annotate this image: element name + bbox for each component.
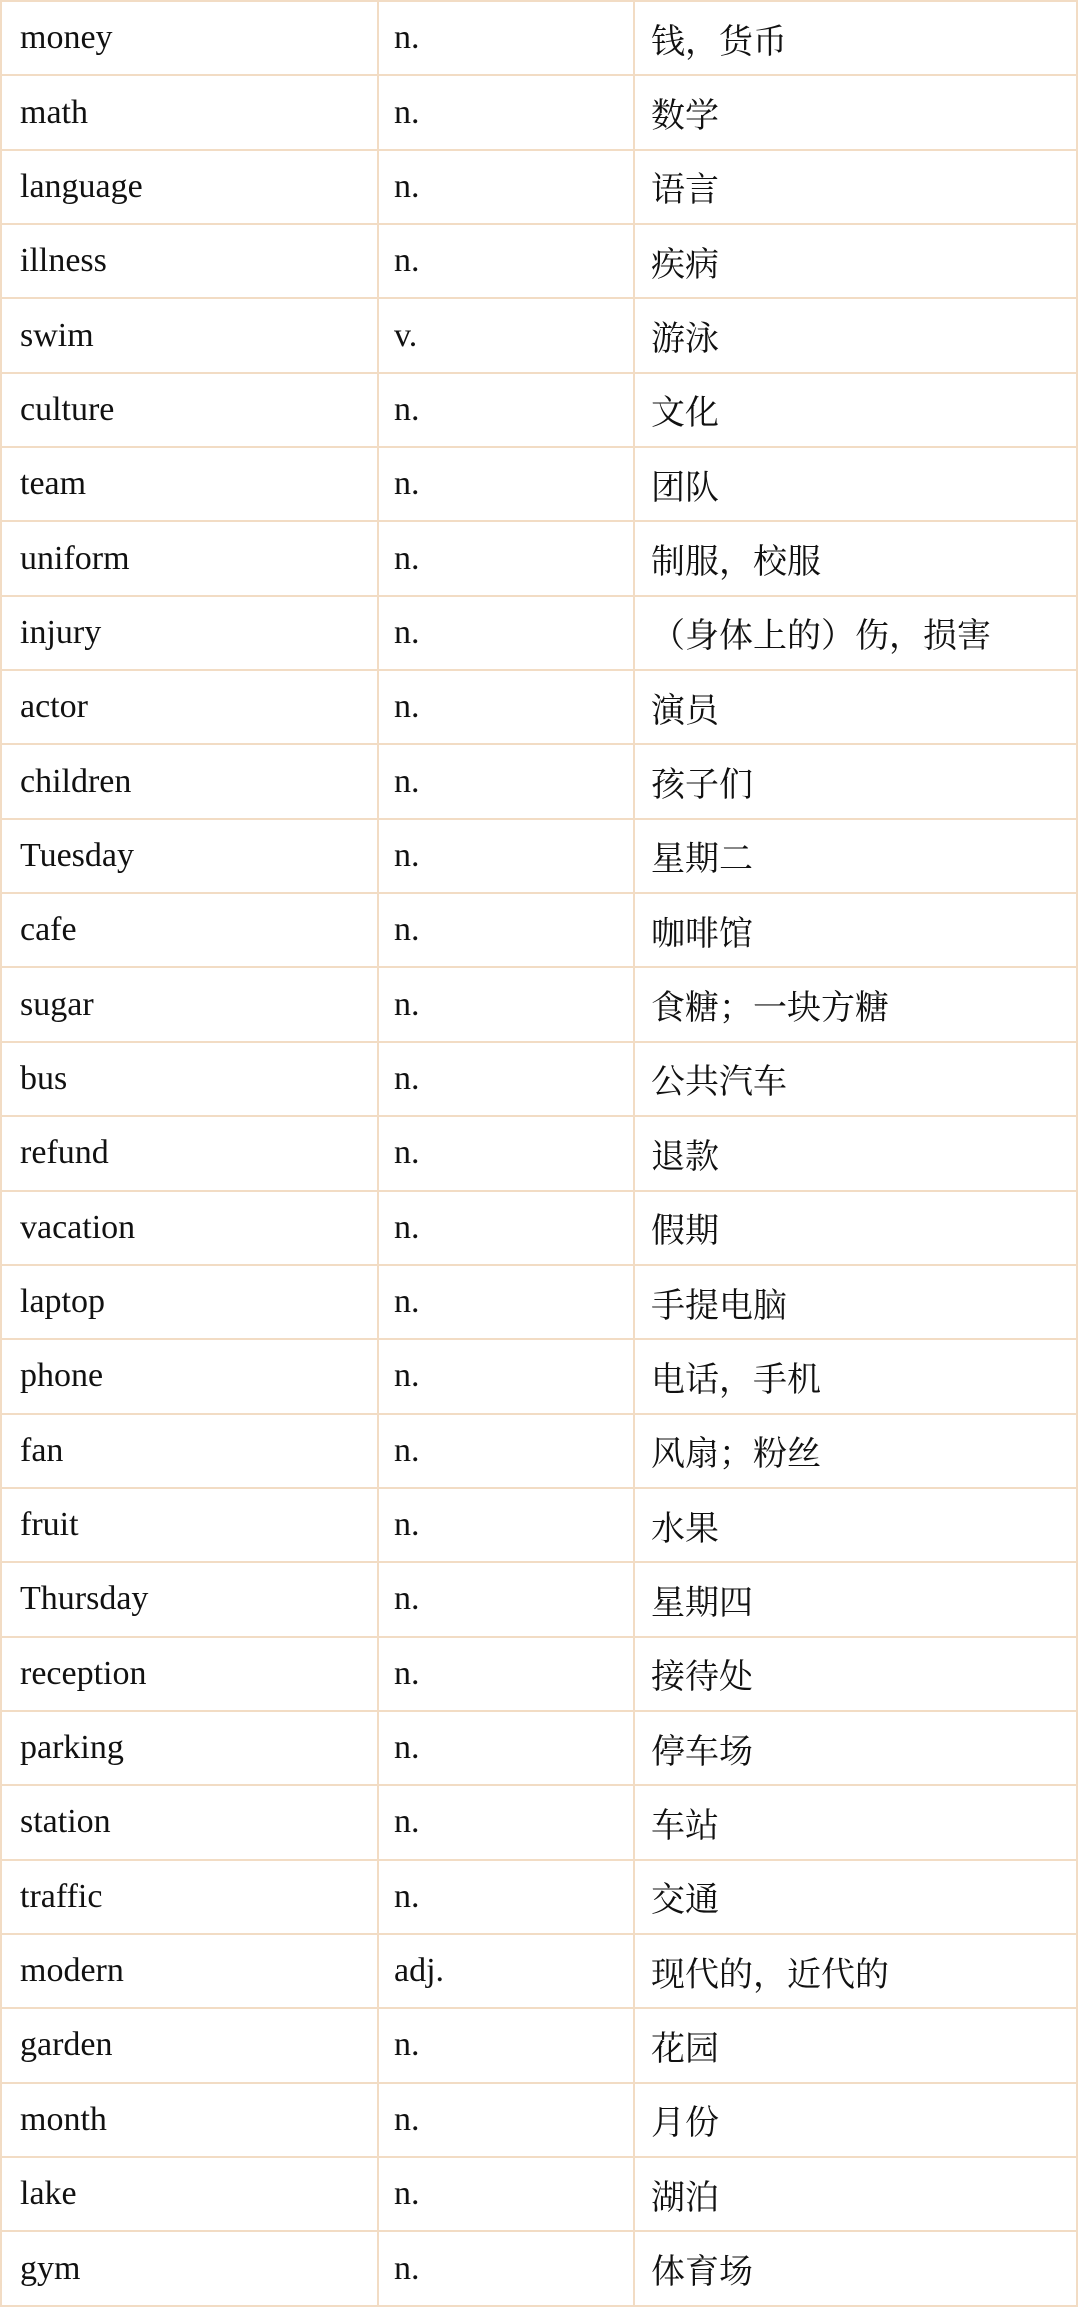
word-cell: gym — [1, 2231, 378, 2306]
meaning-cell: 手提电脑 — [634, 1265, 1077, 1339]
table-row — [1, 893, 1077, 967]
word-cell: sugar — [1, 967, 378, 1041]
meaning-cell: 公共汽车 — [634, 1042, 1077, 1116]
word-cell: traffic — [1, 1860, 378, 1934]
meaning-cell: 月份 — [634, 2083, 1077, 2157]
meaning-cell: 体育场 — [634, 2231, 1077, 2306]
table-row — [1, 670, 1077, 744]
table-row — [1, 1860, 1077, 1934]
part-of-speech-cell: n. — [378, 2083, 634, 2157]
part-of-speech-cell: n. — [378, 967, 634, 1041]
part-of-speech-cell: v. — [378, 298, 634, 372]
meaning-cell: 退款 — [634, 1116, 1077, 1190]
table-row — [1, 1191, 1077, 1265]
meaning-cell: 水果 — [634, 1488, 1077, 1562]
table-row — [1, 1711, 1077, 1785]
part-of-speech-cell: n. — [378, 1414, 634, 1488]
part-of-speech-cell: n. — [378, 521, 634, 595]
word-cell: garden — [1, 2008, 378, 2082]
word-cell: lake — [1, 2157, 378, 2231]
table-row — [1, 1934, 1077, 2008]
table-row — [1, 1488, 1077, 1562]
word-cell: fan — [1, 1414, 378, 1488]
part-of-speech-cell: n. — [378, 1637, 634, 1711]
word-cell: fruit — [1, 1488, 378, 1562]
word-cell: injury — [1, 596, 378, 670]
table-row — [1, 2231, 1077, 2306]
part-of-speech-cell: n. — [378, 1860, 634, 1934]
table-row — [1, 298, 1077, 372]
part-of-speech-cell: n. — [378, 2008, 634, 2082]
word-cell: money — [1, 1, 378, 75]
meaning-cell: 钱，货币 — [634, 1, 1077, 75]
part-of-speech-cell: n. — [378, 1785, 634, 1859]
meaning-cell: 星期二 — [634, 819, 1077, 893]
meaning-cell: 电话，手机 — [634, 1339, 1077, 1413]
part-of-speech-cell: n. — [378, 1116, 634, 1190]
part-of-speech-cell: n. — [378, 150, 634, 224]
meaning-cell: 假期 — [634, 1191, 1077, 1265]
part-of-speech-cell: n. — [378, 75, 634, 149]
word-cell: laptop — [1, 1265, 378, 1339]
part-of-speech-cell: n. — [378, 670, 634, 744]
meaning-cell: 咖啡馆 — [634, 893, 1077, 967]
table-row — [1, 2157, 1077, 2231]
part-of-speech-cell: n. — [378, 373, 634, 447]
table-row — [1, 967, 1077, 1041]
part-of-speech-cell: n. — [378, 1339, 634, 1413]
table-row — [1, 150, 1077, 224]
meaning-cell: 湖泊 — [634, 2157, 1077, 2231]
table-row — [1, 1116, 1077, 1190]
part-of-speech-cell: n. — [378, 1711, 634, 1785]
meaning-cell: 游泳 — [634, 298, 1077, 372]
table-row — [1, 1637, 1077, 1711]
meaning-cell: 演员 — [634, 670, 1077, 744]
table-row — [1, 373, 1077, 447]
table-row — [1, 596, 1077, 670]
table-row — [1, 1562, 1077, 1636]
meaning-cell: 花园 — [634, 2008, 1077, 2082]
part-of-speech-cell: n. — [378, 1042, 634, 1116]
meaning-cell: 现代的，近代的 — [634, 1934, 1077, 2008]
word-cell: language — [1, 150, 378, 224]
word-cell: month — [1, 2083, 378, 2157]
meaning-cell: 停车场 — [634, 1711, 1077, 1785]
word-cell: team — [1, 447, 378, 521]
part-of-speech-cell: n. — [378, 819, 634, 893]
meaning-cell: 车站 — [634, 1785, 1077, 1859]
meaning-cell: 语言 — [634, 150, 1077, 224]
meaning-cell: 孩子们 — [634, 744, 1077, 818]
part-of-speech-cell: n. — [378, 1488, 634, 1562]
table-row — [1, 1785, 1077, 1859]
table-row — [1, 819, 1077, 893]
table-row — [1, 1414, 1077, 1488]
meaning-cell: （身体上的）伤，损害 — [634, 596, 1077, 670]
meaning-cell: 数学 — [634, 75, 1077, 149]
word-cell: culture — [1, 373, 378, 447]
word-cell: illness — [1, 224, 378, 298]
part-of-speech-cell: n. — [378, 1191, 634, 1265]
table-row — [1, 447, 1077, 521]
word-cell: children — [1, 744, 378, 818]
table-row — [1, 744, 1077, 818]
word-cell: actor — [1, 670, 378, 744]
table-row — [1, 75, 1077, 149]
meaning-cell: 接待处 — [634, 1637, 1077, 1711]
part-of-speech-cell: n. — [378, 1, 634, 75]
part-of-speech-cell: n. — [378, 893, 634, 967]
table-row — [1, 1, 1077, 75]
word-cell: uniform — [1, 521, 378, 595]
word-cell: station — [1, 1785, 378, 1859]
word-cell: bus — [1, 1042, 378, 1116]
part-of-speech-cell: n. — [378, 596, 634, 670]
part-of-speech-cell: adj. — [378, 1934, 634, 2008]
table-row — [1, 224, 1077, 298]
word-cell: reception — [1, 1637, 378, 1711]
part-of-speech-cell: n. — [378, 2231, 634, 2306]
word-cell: vacation — [1, 1191, 378, 1265]
table-row — [1, 2008, 1077, 2082]
meaning-cell: 食糖；一块方糖 — [634, 967, 1077, 1041]
meaning-cell: 文化 — [634, 373, 1077, 447]
meaning-cell: 疾病 — [634, 224, 1077, 298]
part-of-speech-cell: n. — [378, 2157, 634, 2231]
table-row — [1, 1339, 1077, 1413]
meaning-cell: 交通 — [634, 1860, 1077, 1934]
table-row — [1, 1042, 1077, 1116]
part-of-speech-cell: n. — [378, 447, 634, 521]
word-cell: Tuesday — [1, 819, 378, 893]
word-cell: math — [1, 75, 378, 149]
vocabulary-table-body — [1, 1, 1077, 2306]
table-row — [1, 521, 1077, 595]
table-row — [1, 2083, 1077, 2157]
word-cell: modern — [1, 1934, 378, 2008]
word-cell: parking — [1, 1711, 378, 1785]
meaning-cell: 团队 — [634, 447, 1077, 521]
word-cell: refund — [1, 1116, 378, 1190]
word-cell: phone — [1, 1339, 378, 1413]
part-of-speech-cell: n. — [378, 1265, 634, 1339]
part-of-speech-cell: n. — [378, 744, 634, 818]
word-cell: swim — [1, 298, 378, 372]
meaning-cell: 星期四 — [634, 1562, 1077, 1636]
meaning-cell: 制服，校服 — [634, 521, 1077, 595]
part-of-speech-cell: n. — [378, 224, 634, 298]
meaning-cell: 风扇；粉丝 — [634, 1414, 1077, 1488]
word-cell: Thursday — [1, 1562, 378, 1636]
part-of-speech-cell: n. — [378, 1562, 634, 1636]
word-cell: cafe — [1, 893, 378, 967]
table-row — [1, 1265, 1077, 1339]
